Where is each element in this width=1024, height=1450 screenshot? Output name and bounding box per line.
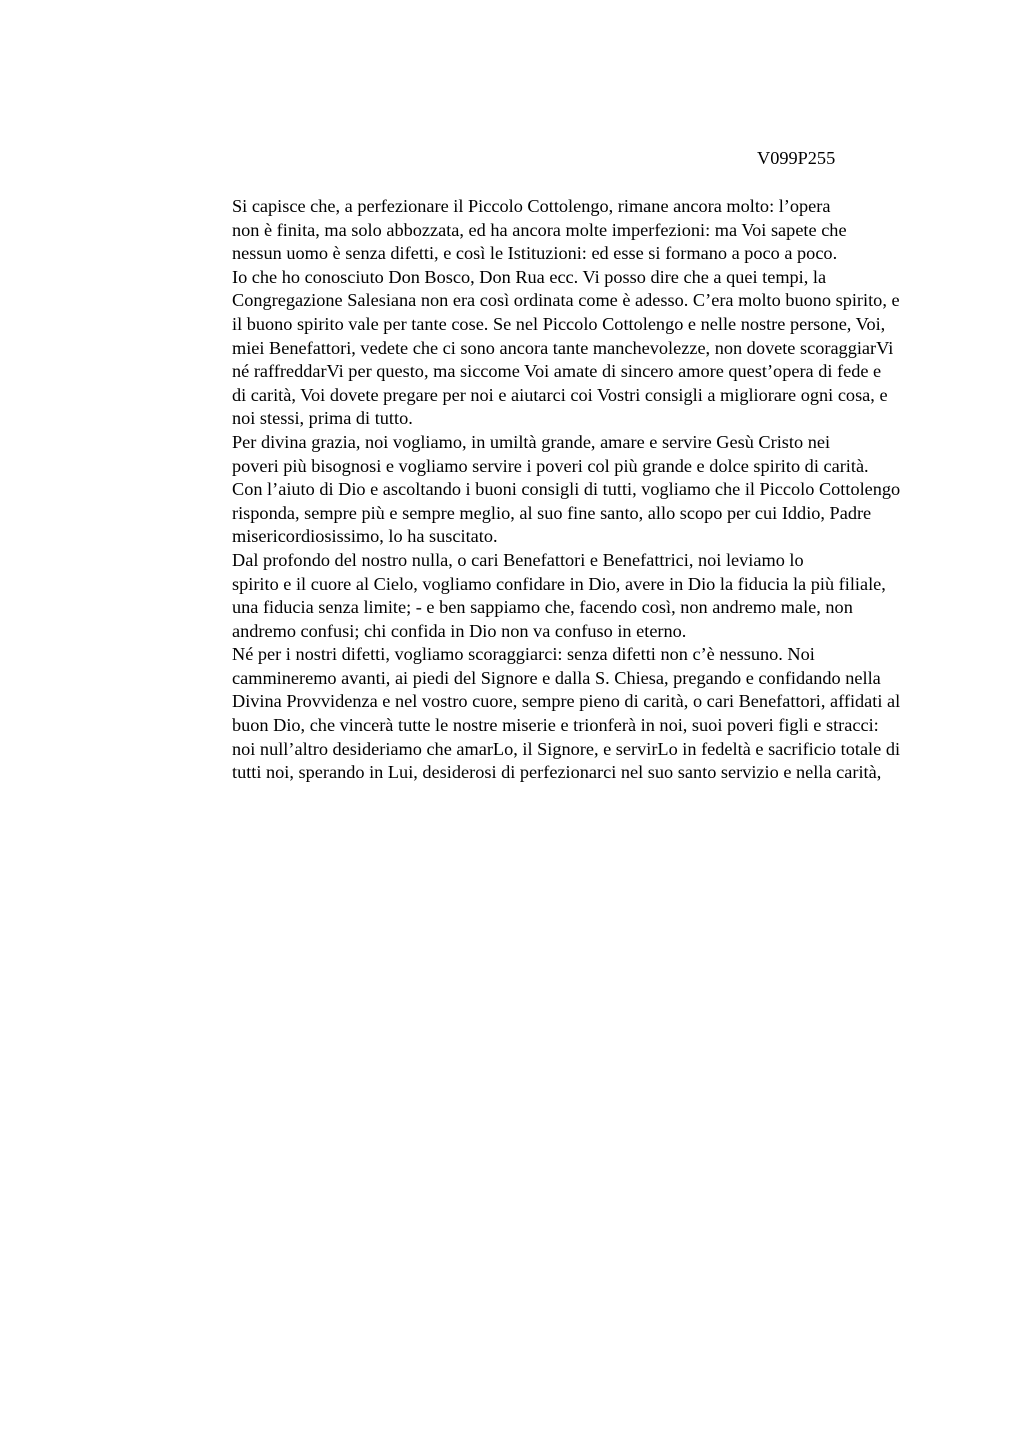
text-line: tutti noi, sperando in Lui, desiderosi di perfezionarci nel suo santo servizio e nella carità, [232, 762, 882, 783]
text-line: risponda, sempre più e sempre meglio, al suo fine santo, allo scopo per cui Iddio, Padre [232, 502, 872, 523]
page-code: V099P255 [757, 148, 836, 168]
paragraph [172, 643, 932, 785]
paragraph [172, 266, 932, 431]
text-line: una fiducia senza limite; - e ben sappiamo che, facendo così, non andremo male, non [232, 597, 853, 618]
paragraph [172, 195, 932, 266]
text-line: Né per i nostri difetti, vogliamo scoraggiarci: senza difetti non c’è nessuno. Noi [232, 644, 815, 665]
body-text [172, 195, 932, 785]
text-line: Divina Provvidenza e nel vostro cuore, sempre pieno di carità, o cari Benefattori, affidati al [232, 691, 901, 712]
text-line: Congregazione Salesiana non era così ordinata come è adesso. C’era molto buono spirito, e [232, 290, 900, 311]
text-line: Si capisce che, a perfezionare il Piccolo Cottolengo, rimane ancora molto: l’opera [232, 196, 831, 216]
text-line: non è finita, ma solo abbozzata, ed ha ancora molte imperfezioni: ma Voi sapete che [232, 219, 847, 240]
text-line: Io che ho conosciuto Don Bosco, Don Rua ecc. Vi posso dire che a quei tempi, la [232, 266, 827, 287]
text-line: noi null’altro desideriamo che amarLo, il Signore, e servirLo in fedeltà e sacrificio totale di [232, 738, 901, 759]
text-line: miei Benefattori, vedete che ci sono ancora tante manchevolezze, non dovete scoraggiarVi [232, 337, 894, 358]
text-line: cammineremo avanti, ai piedi del Signore e dalla S. Chiesa, pregando e confidando nella [232, 667, 881, 688]
paragraph [172, 431, 932, 549]
text-line: buon Dio, che vincerà tutte le nostre miserie e trionferà in noi, suoi poveri figli e stracci: [232, 715, 879, 736]
text-line: andremo confusi; chi confida in Dio non va confuso in eterno. [232, 620, 687, 641]
text-line: Per divina grazia, noi vogliamo, in umiltà grande, amare e servire Gesù Cristo nei [232, 431, 831, 452]
text-line: né raffreddarVi per questo, ma siccome Voi amate di sincero amore quest’opera di fede e [232, 361, 882, 382]
text-line: di carità, Voi dovete pregare per noi e aiutarci coi Vostri consigli a migliorare ogni cosa, e [232, 384, 888, 405]
text-line: il buono spirito vale per tante cose. Se nel Piccolo Cottolengo e nelle nostre persone, Voi, [232, 313, 886, 334]
text-line: noi stessi, prima di tutto. [232, 408, 413, 429]
text-line: spirito e il cuore al Cielo, vogliamo confidare in Dio, avere in Dio la fiducia la più filiale, [232, 573, 886, 594]
text-line: poveri più bisognosi e vogliamo servire i poveri col più grande e dolce spirito di carità. [232, 455, 869, 476]
text-line: misericordiosissimo, lo ha suscitato. [232, 526, 498, 547]
paragraph [172, 549, 932, 643]
text-line: nessun uomo è senza difetti, e così le Istituzioni: ed esse si formano a poco a poco. [232, 243, 838, 264]
text-line: Con l’aiuto di Dio e ascoltando i buoni consigli di tutti, vogliamo che il Piccolo Cottolengo [232, 479, 901, 500]
text-line: Dal profondo del nostro nulla, o cari Benefattori e Benefattrici, noi leviamo lo [232, 549, 804, 570]
